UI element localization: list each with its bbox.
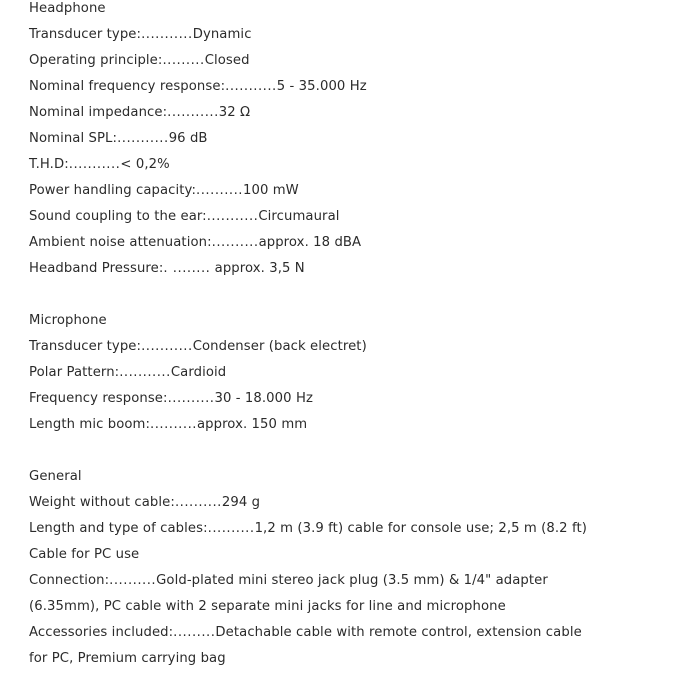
spec-label: Connection: [29, 573, 110, 588]
spec-dots: ......... [162, 53, 205, 68]
spec-label: Accessories included: [29, 625, 174, 640]
spec-label: Ambient noise attenuation: [29, 235, 212, 250]
spec-row-spl [29, 130, 661, 148]
spec-row-connection [29, 572, 661, 590]
spec-label: Operating principle: [29, 53, 163, 68]
spec-label: Power handling capacity: [29, 183, 197, 198]
spec-dots: ........... [225, 79, 277, 94]
spec-value: Closed [204, 53, 250, 68]
spec-dots: ........... [117, 131, 169, 146]
spec-label: Weight without cable: [29, 495, 175, 510]
spec-value: < 0,2% [120, 157, 170, 172]
spec-row-headband-pressure [29, 260, 661, 278]
spec-dots: . ........ [163, 261, 211, 276]
spec-value: 32 Ω [218, 105, 251, 120]
spec-dots: .......... [174, 495, 222, 510]
spec-row-mic-boom-length [29, 416, 661, 434]
spec-value: Detachable cable with remote control, extension cable [215, 625, 582, 640]
section-heading-general: General [29, 469, 82, 484]
spec-label: Headband Pressure: [29, 261, 164, 276]
spec-row-mic-frequency-response [29, 390, 661, 408]
section-heading-microphone: Microphone [29, 313, 107, 328]
spec-row-accessories-continued: for PC, Premium carrying bag [29, 651, 226, 666]
spec-row-weight [29, 494, 661, 512]
spec-value: Cardioid [170, 365, 227, 380]
spec-row-mic-transducer-type [29, 338, 661, 356]
spec-row-cables-continued: Cable for PC use [29, 547, 140, 562]
spec-value: approx. 150 mm [196, 417, 308, 432]
spec-row-thd [29, 156, 661, 174]
section-heading-headphone: Headphone [29, 1, 106, 16]
spec-row-cables [29, 520, 661, 538]
spec-label: T.H.D: [29, 157, 69, 172]
spec-row-power-handling [29, 182, 661, 200]
spec-dots: .......... [196, 183, 243, 198]
spec-dots: ........... [119, 365, 171, 380]
spec-dots: ........... [141, 339, 193, 354]
spec-value: Circumaural [258, 209, 340, 224]
spec-value: 294 g [221, 495, 261, 510]
spec-dots: .......... [211, 235, 259, 250]
spec-dots: .......... [150, 417, 197, 432]
spec-row-impedance [29, 104, 661, 122]
spec-value: Condenser (back electret) [192, 339, 367, 354]
spec-row-accessories [29, 624, 661, 642]
spec-row-sound-coupling [29, 208, 661, 226]
spec-row-polar-pattern [29, 364, 661, 382]
spec-dots: .......... [109, 573, 157, 588]
spec-row-operating-principle [29, 52, 661, 70]
spec-dots: .......... [207, 521, 255, 536]
spec-dots: ......... [173, 625, 216, 640]
spec-value: 1,2 m (3.9 ft) cable for console use; 2,5 m (8.2 ft) [254, 521, 587, 536]
spec-dots: ........... [206, 209, 259, 224]
spec-label: Polar Pattern: [29, 365, 120, 380]
spec-row-frequency-response [29, 78, 661, 96]
spec-row-transducer-type [29, 26, 661, 44]
spec-value: 5 - 35.000 Hz [276, 79, 367, 94]
spec-row-noise-attenuation [29, 234, 661, 252]
spec-label: Frequency response: [29, 391, 168, 406]
spec-dots: ........... [141, 27, 193, 42]
spec-label: Sound coupling to the ear: [29, 209, 207, 224]
spec-label: Transducer type: [29, 339, 142, 354]
spec-label: Length mic boom: [29, 417, 151, 432]
spec-value: 30 - 18.000 Hz [214, 391, 313, 406]
spec-label: Nominal frequency response: [29, 79, 226, 94]
spec-value: approx. 18 dBA [258, 235, 362, 250]
spec-label: Nominal impedance: [29, 105, 168, 120]
spec-value: approx. 3,5 N [210, 261, 305, 276]
spec-dots: .......... [167, 391, 215, 406]
spec-dots: ........... [68, 157, 121, 172]
spec-row-connection-continued: (6.35mm), PC cable with 2 separate mini jacks for line and microphone [29, 599, 506, 614]
spec-value: 100 mW [242, 183, 299, 198]
spec-label: Nominal SPL: [29, 131, 118, 146]
spec-dots: ........... [167, 105, 219, 120]
spec-value: Gold-plated mini stereo jack plug (3.5 mm) & 1/4" adapter [156, 573, 548, 588]
spec-label: Length and type of cables: [29, 521, 208, 536]
spec-value: Dynamic [192, 27, 252, 42]
spec-value: 96 dB [168, 131, 208, 146]
spec-label: Transducer type: [29, 27, 142, 42]
